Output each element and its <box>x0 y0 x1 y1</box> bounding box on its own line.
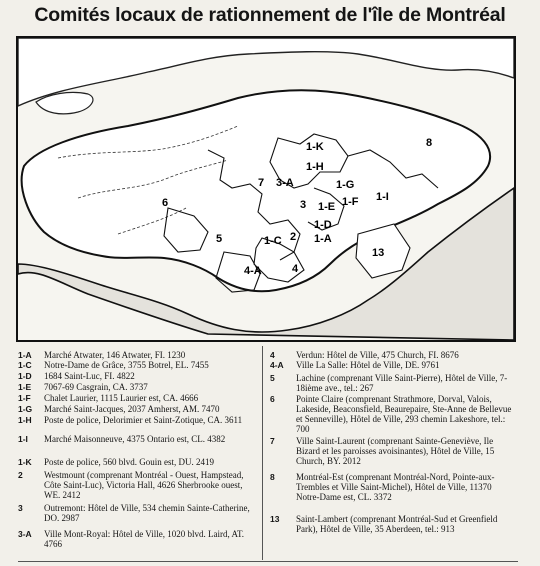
legend-entry-code: 3 <box>18 503 23 513</box>
legend-entry-code: 4 <box>270 350 275 360</box>
legend-entry <box>270 472 516 502</box>
legend-entry <box>18 470 256 500</box>
legend-entry-code: 1-E <box>18 382 32 392</box>
legend-entry <box>270 394 516 434</box>
zone-label-1-i: 1-I <box>376 191 389 203</box>
legend-entry-text: Ville Saint-Laurent (comprenant Sainte-Geneviève, Ile Bizard et les paroisses avoisinantes), Hôtel de Ville, 15 Church, BY. 2012 <box>296 436 495 466</box>
legend-entry-text: Montréal-Est (comprenant Montréal-Nord, Pointe-aux-Trembles et Ville Saint-Michel), Hôtel de Ville, 11370 Notre-Dame est, CL. 3372 <box>296 472 495 502</box>
legend-entry-code: 1-D <box>18 371 32 381</box>
legend-entry-text: Poste de police, Delorimier et Saint-Zotique, CA. 3611 <box>44 415 243 425</box>
legend-entry-code: 6 <box>270 394 275 404</box>
bottom-rule <box>18 561 518 562</box>
zone-label-1-h: 1-H <box>306 161 324 173</box>
legend-entry <box>18 393 256 403</box>
zone-label-5: 5 <box>216 233 223 245</box>
legend-entry-code: 4-A <box>270 360 284 370</box>
zone-label-1-e: 1-E <box>318 201 336 213</box>
legend-entry-code: 8 <box>270 472 275 482</box>
zone-label-1-k: 1-K <box>306 141 324 153</box>
legend-entry-text: 1684 Saint-Luc, FI. 4822 <box>44 371 135 381</box>
zone-label-1-d: 1-D <box>314 219 332 231</box>
legend-entry-code: 13 <box>270 514 280 524</box>
legend-entry-text: Lachine (comprenant Ville Saint-Pierre), Hôtel de Ville, 7-18ième ave., tel.: 267 <box>296 373 508 393</box>
legend-entry <box>18 360 256 370</box>
legend-entry-text: Marché Saint-Jacques, 2037 Amherst, AM. 7470 <box>44 404 220 414</box>
legend-entry-code: 1-H <box>18 415 32 425</box>
zone-label-1-c: 1-C <box>264 235 282 247</box>
zone-label-6: 6 <box>162 197 169 209</box>
legend-entry-text: Ville La Salle: Hôtel de Ville, DE. 9761 <box>296 360 440 370</box>
zone-label-4: 4 <box>292 263 299 275</box>
zone-label-8: 8 <box>426 137 433 149</box>
zone-label-3: 3 <box>300 199 307 211</box>
legend-entry-text: Verdun: Hôtel de Ville, 475 Church, FI. 8676 <box>296 350 459 360</box>
zone-label-13: 13 <box>372 247 385 259</box>
legend-entry <box>18 457 256 467</box>
legend-entry <box>270 373 516 393</box>
legend-entry-code: 1-C <box>18 360 32 370</box>
legend-panel <box>18 346 518 564</box>
legend-entry-code: 1-I <box>18 434 28 444</box>
zone-label-7: 7 <box>258 177 265 189</box>
legend-entry-text: Notre-Dame de Grâce, 3755 Botrel, EL. 7455 <box>44 360 209 370</box>
legend-entry <box>270 360 516 370</box>
legend-entry-code: 3-A <box>18 529 32 539</box>
legend-entry-text: 7067-69 Casgrain, CA. 3737 <box>44 382 148 392</box>
zone-label-1-a: 1-A <box>314 233 332 245</box>
legend-entry-code: 2 <box>18 470 23 480</box>
legend-entry <box>270 350 516 360</box>
legend-entry <box>18 350 256 360</box>
zone-label-4-a: 4-A <box>244 265 262 277</box>
legend-entry <box>270 436 516 466</box>
legend-entry <box>18 529 256 549</box>
legend-entry-text: Outremont: Hôtel de Ville, 534 chemin Sainte-Catherine, DO. 2987 <box>44 503 250 523</box>
legend-entry-code: 1-A <box>18 350 32 360</box>
legend-entry-text: Ville Mont-Royal: Hôtel de Ville, 1020 blvd. Laird, AT. 4766 <box>44 529 245 549</box>
legend-entry <box>18 434 256 444</box>
legend-entry <box>18 371 256 381</box>
legend-entry <box>270 514 516 534</box>
legend-entry-text: Westmount (comprenant Montréal - Ouest, Hampstead, Côte Saint-Luc), Victoria Hall, 4626 Sherbrooke ouest, WE. 2412 <box>44 470 244 500</box>
legend-entry-text: Pointe Claire (comprenant Strathmore, Dorval, Valois, Lakeside, Beaconsfield, Beaurepaire, Ste-Anne de Bellevue et Senneville), Hôtel de Ville, 293 chemin Lakeshore, tel.: 700 <box>296 394 512 434</box>
legend-entry-code: 1-K <box>18 457 32 467</box>
legend-entry-text: Poste de police, 560 blvd. Gouin est, DU. 2419 <box>44 457 214 467</box>
legend-entry-text: Saint-Lambert (comprenant Montréal-Sud et Greenfield Park), Hôtel de Ville, 35 Aberdeen, tel.: 913 <box>296 514 498 534</box>
map-panel <box>16 36 516 342</box>
legend-entry-text: Marché Atwater, 146 Atwater, FI. 1230 <box>44 350 186 360</box>
zone-label-1-f: 1-F <box>342 196 359 208</box>
zone-label-1-g: 1-G <box>336 179 355 191</box>
map-title: Comités locaux de rationnement de l'île de Montréal <box>34 4 506 26</box>
legend-entry <box>18 415 256 425</box>
legend-entry-code: 5 <box>270 373 275 383</box>
legend-entry-text: Chalet Laurier, 1115 Laurier est, CA. 4666 <box>44 393 199 403</box>
island-map <box>18 38 514 340</box>
legend-entry-text: Marché Maisonneuve, 4375 Ontario est, CL. 4382 <box>44 434 226 444</box>
legend-entry <box>18 404 256 414</box>
legend-entry-code: 7 <box>270 436 275 446</box>
legend-entry-code: 1-G <box>18 404 33 414</box>
legend-entry-code: 1-F <box>18 393 31 403</box>
legend-entry <box>18 382 256 392</box>
column-divider <box>262 346 263 560</box>
zone-label-3-a: 3-A <box>276 177 294 189</box>
zone-label-2: 2 <box>290 231 297 243</box>
legend-entry <box>18 503 256 523</box>
